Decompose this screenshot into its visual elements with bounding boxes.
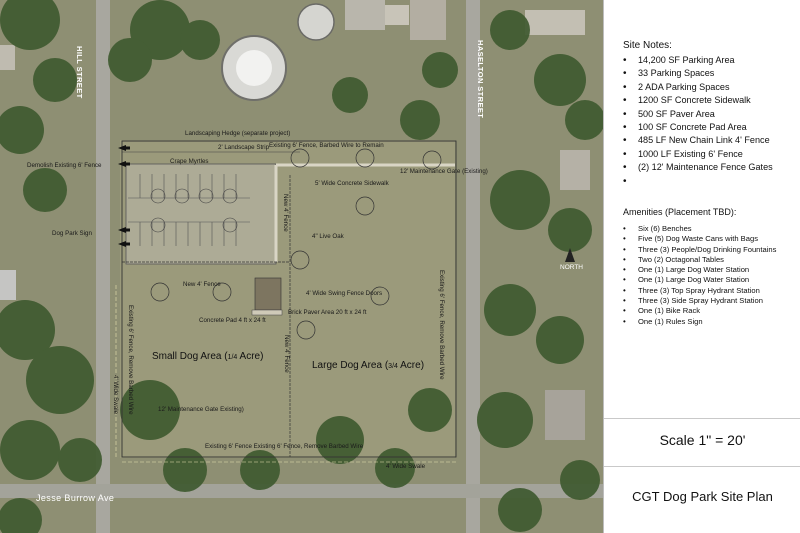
amenity-item: • One (1) Rules Sign xyxy=(620,317,776,327)
site-note-item: • 485 LF New Chain Link 4' Fence xyxy=(620,134,773,147)
swale-bottom-label: 4' Wide Swale xyxy=(386,463,426,470)
large-dog-area-label: Large Dog Area (3/4 Acre) xyxy=(312,360,425,371)
amenity-item: • Six (6) Benches xyxy=(620,224,776,234)
concrete-pad xyxy=(252,310,282,315)
demolish-fence-label: Demolish Existing 6' Fence xyxy=(27,162,102,169)
site-notes-title: Site Notes: xyxy=(623,40,672,51)
concrete-sidewalk-label: 5' Wide Concrete Sidewalk xyxy=(315,180,389,187)
amenity-item: • One (1) Large Dog Water Station xyxy=(620,275,776,285)
site-note-item: • 2 ADA Parking Spaces xyxy=(620,81,773,94)
site-note-item: • 14,200 SF Parking Area xyxy=(620,54,773,67)
site-note-item: • 100 SF Concrete Pad Area xyxy=(620,121,773,134)
scale-label: Scale 1" = 20' xyxy=(659,432,746,448)
existing-fence-left-label: Existing 6' Fence, Remove Barbed Wire xyxy=(127,305,134,415)
maintenance-gate-label: 12' Maintenance Gate (Existing) xyxy=(400,168,488,175)
amenity-item: • One (1) Large Dog Water Station xyxy=(620,265,776,275)
existing-fence-right-label: Existing 6' Fence, Remove Barbed Wire xyxy=(438,270,445,380)
plan-title: CGT Dog Park Site Plan xyxy=(632,489,773,504)
live-oak-label: 4" Live Oak xyxy=(312,233,344,240)
amenity-item: • Three (3) Top Spray Hydrant Station xyxy=(620,286,776,296)
haselton-street-label: HASELTON STREET xyxy=(476,40,485,119)
divider xyxy=(604,418,800,419)
amenity-item: • Three (3) People/Dog Drinking Fountains xyxy=(620,245,776,255)
landscaping-hedge-label: Landscaping Hedge (separate project) xyxy=(185,130,291,137)
crape-myrtles-label: Crape Myrtles xyxy=(170,158,209,165)
legend-panel xyxy=(603,0,800,533)
small-dog-area-label: Small Dog Area (1/4 Acre) xyxy=(152,351,264,362)
site-note-item: • (2) 12' Maintenance Fence Gates xyxy=(620,161,773,174)
landscape-strip-label: 2' Landscape Strip xyxy=(218,144,270,151)
existing-fence-remain-label: Existing 6' Fence, Barbed Wire to Remain xyxy=(269,142,384,149)
amenity-item: • One (1) Bike Rack xyxy=(620,306,776,316)
amenity-item: • Five (5) Dog Waste Cans with Bags xyxy=(620,234,776,244)
brick-paver-label: Brick Paver Area 20 ft x 24 ft xyxy=(288,309,367,316)
new-fence-vertical-label: New 4' Fence xyxy=(282,194,289,232)
swing-doors-label: 4' Wide Swing Fence Doors xyxy=(306,290,383,297)
new-fence-label: New 4' Fence xyxy=(183,281,221,288)
amenities-list xyxy=(620,224,776,327)
concrete-pad-label: Concrete Pad 4 ft x 24 ft xyxy=(199,317,266,324)
north-label: NORTH xyxy=(560,264,583,271)
amenity-item: • Three (3) Side Spray Hydrant Station xyxy=(620,296,776,306)
site-note-item: • 1200 SF Concrete Sidewalk xyxy=(620,94,773,107)
dog-park-sign-label: Dog Park Sign xyxy=(52,230,92,237)
site-notes-list xyxy=(620,54,773,175)
maintenance-gate-bottom-label: 12' Maintenance Gate Existing) xyxy=(158,406,244,413)
brick-paver-area xyxy=(255,278,281,310)
hill-street-label: HILL STREET xyxy=(75,46,84,99)
site-note-item: • 33 Parking Spaces xyxy=(620,67,773,80)
new-fence-mid-label: New 4' Fence xyxy=(283,335,290,373)
site-note-item: • 500 SF Paver Area xyxy=(620,108,773,121)
site-note-item: • 1000 LF Existing 6' Fence xyxy=(620,148,773,161)
divider xyxy=(604,466,800,467)
amenity-item: • Two (2) Octagonal Tables xyxy=(620,255,776,265)
swale-left-label: 4' Wide Swale xyxy=(112,375,119,415)
parking-lot xyxy=(126,164,276,264)
amenities-title: Amenities (Placement TBD): xyxy=(623,207,737,217)
jesse-burrow-label: Jesse Burrow Ave xyxy=(36,493,115,503)
existing-fence-bottom-label: Existing 6' Fence Existing 6' Fence, Remove Barbed Wire xyxy=(205,443,364,450)
